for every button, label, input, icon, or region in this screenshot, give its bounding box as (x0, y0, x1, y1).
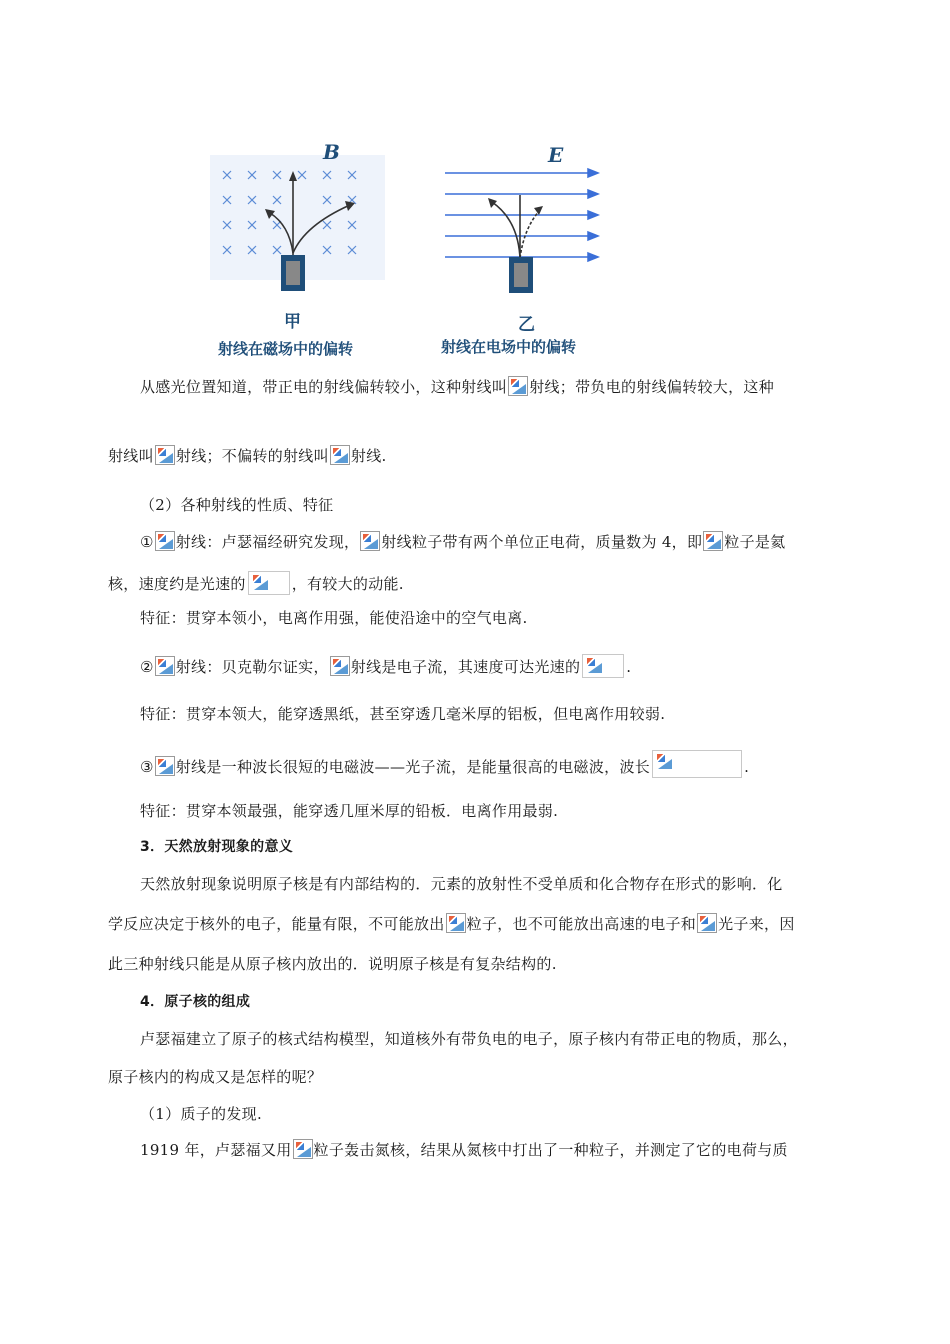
paragraph-line (108, 1066, 868, 1088)
beta-symbol-image (155, 656, 175, 676)
figure-right-caption: 射线在电场中的偏转 (441, 338, 577, 356)
paragraph-line (140, 873, 900, 895)
text: 卢瑟福建立了原子的核式结构模型，知道核外有带负电的电子，原子核内有带正电的物质，那么， (140, 1030, 798, 1048)
magnetic-field-figure (205, 135, 390, 295)
paragraph-line (140, 654, 900, 678)
text: 原子核内的构成又是怎样的呢？ (108, 1068, 323, 1086)
text: 射线是一种波长很短的电磁波——光子流，是能量很高的电磁波，波长 (175, 758, 651, 776)
paragraph-line (140, 1028, 900, 1050)
paragraph-line (108, 913, 868, 935)
beta-ray-path (520, 210, 540, 258)
text: 1919 年，卢瑟福又用 (140, 1141, 292, 1159)
figure-right-label: 乙 (518, 315, 535, 335)
text: 从感光位置知道，带正电的射线偏转较小，这种射线叫 (140, 378, 508, 396)
paragraph-line (140, 376, 900, 398)
gamma-symbol-image (697, 913, 717, 933)
text: 射线；不偏转的射线叫 (175, 447, 329, 465)
text: 核，速度约是光速的 (108, 575, 246, 593)
text: 射线：贝克勒尔证实， (175, 658, 329, 676)
paragraph-line (140, 800, 900, 822)
alpha-symbol-image (360, 531, 380, 551)
text: ① (140, 533, 154, 551)
subheading (140, 1103, 900, 1125)
figure-left-label: 甲 (284, 312, 301, 332)
text: 射线：卢瑟福经研究发现， (175, 533, 360, 551)
text: 特征：贯穿本领大，能穿透黑纸，甚至穿透几毫米厚的铝板，但电离作用较弱. (140, 705, 666, 723)
paragraph-line (108, 953, 868, 975)
text: 特征：贯穿本领小，电离作用强，能使沿途中的空气电离. (140, 609, 528, 627)
paragraph-line (140, 531, 900, 553)
alpha-symbol-image (293, 1139, 313, 1159)
beta-symbol-image (330, 656, 350, 676)
electric-field-symbol: E (548, 143, 564, 167)
fraction-image (582, 654, 624, 678)
text: ② (140, 658, 154, 676)
section-heading (140, 836, 900, 858)
paragraph-line (140, 703, 900, 725)
alpha-ray-path (492, 202, 520, 258)
text: 3．天然放射现象的意义 (140, 839, 294, 855)
text: 粒子是氦 (724, 533, 786, 551)
paragraph-line (108, 571, 868, 595)
fraction-image (248, 571, 290, 595)
paragraph-line (140, 1139, 900, 1161)
text: 学反应决定于核外的电子，能量有限，不可能放出 (108, 915, 445, 933)
text: （2）各种射线的性质、特征 (140, 496, 334, 514)
gamma-symbol-image (330, 445, 350, 465)
text: 此三种射线只能是从原子核内放出的．说明原子核是有复杂结构的. (108, 955, 557, 973)
text: 光子来，因 (718, 915, 795, 933)
alpha-symbol-image (508, 376, 528, 396)
image-placeholder-icon (655, 752, 673, 770)
text: 粒子，也不可能放出高速的电子和 (466, 915, 697, 933)
text: 射线粒子带有两个单位正电荷，质量数为 4，即 (381, 533, 703, 551)
text: 4．原子核的组成 (140, 994, 251, 1010)
alpha-symbol-image (703, 531, 723, 551)
electric-field-figure (440, 140, 605, 300)
paragraph-line (140, 750, 900, 778)
image-placeholder-icon (251, 573, 269, 591)
text: . (744, 758, 750, 776)
figure-left-caption: 射线在磁场中的偏转 (218, 340, 354, 358)
wavelength-image (652, 750, 742, 778)
beta-symbol-image (155, 445, 175, 465)
text: 射线是电子流，其速度可达光速的 (350, 658, 581, 676)
text: 射线. (350, 447, 387, 465)
gamma-symbol-image (155, 756, 175, 776)
paragraph-line (140, 607, 900, 629)
text: 射线；带负电的射线偏转较大，这种 (529, 378, 775, 396)
text: ，有较大的动能. (291, 575, 404, 593)
paragraph-line (108, 445, 868, 467)
alpha-symbol-image (446, 913, 466, 933)
image-placeholder-icon (585, 656, 603, 674)
text: 射线叫 (108, 447, 154, 465)
magnetic-field-symbol: B (323, 140, 340, 164)
text: 粒子轰击氮核，结果从氮核中打出了一种粒子，并测定了它的电荷与质 (313, 1141, 788, 1159)
text: ③ (140, 758, 154, 776)
subheading (140, 494, 900, 516)
alpha-symbol-image (155, 531, 175, 551)
text: 特征：贯穿本领最强，能穿透几厘米厚的铅板．电离作用最弱. (140, 802, 559, 820)
text: （1）质子的发现. (140, 1105, 263, 1123)
section-heading (140, 991, 900, 1013)
text: . (626, 658, 632, 676)
text: 天然放射现象说明原子核是有内部结构的．元素的放射性不受单质和化合物存在形式的影响．化 (140, 875, 783, 893)
